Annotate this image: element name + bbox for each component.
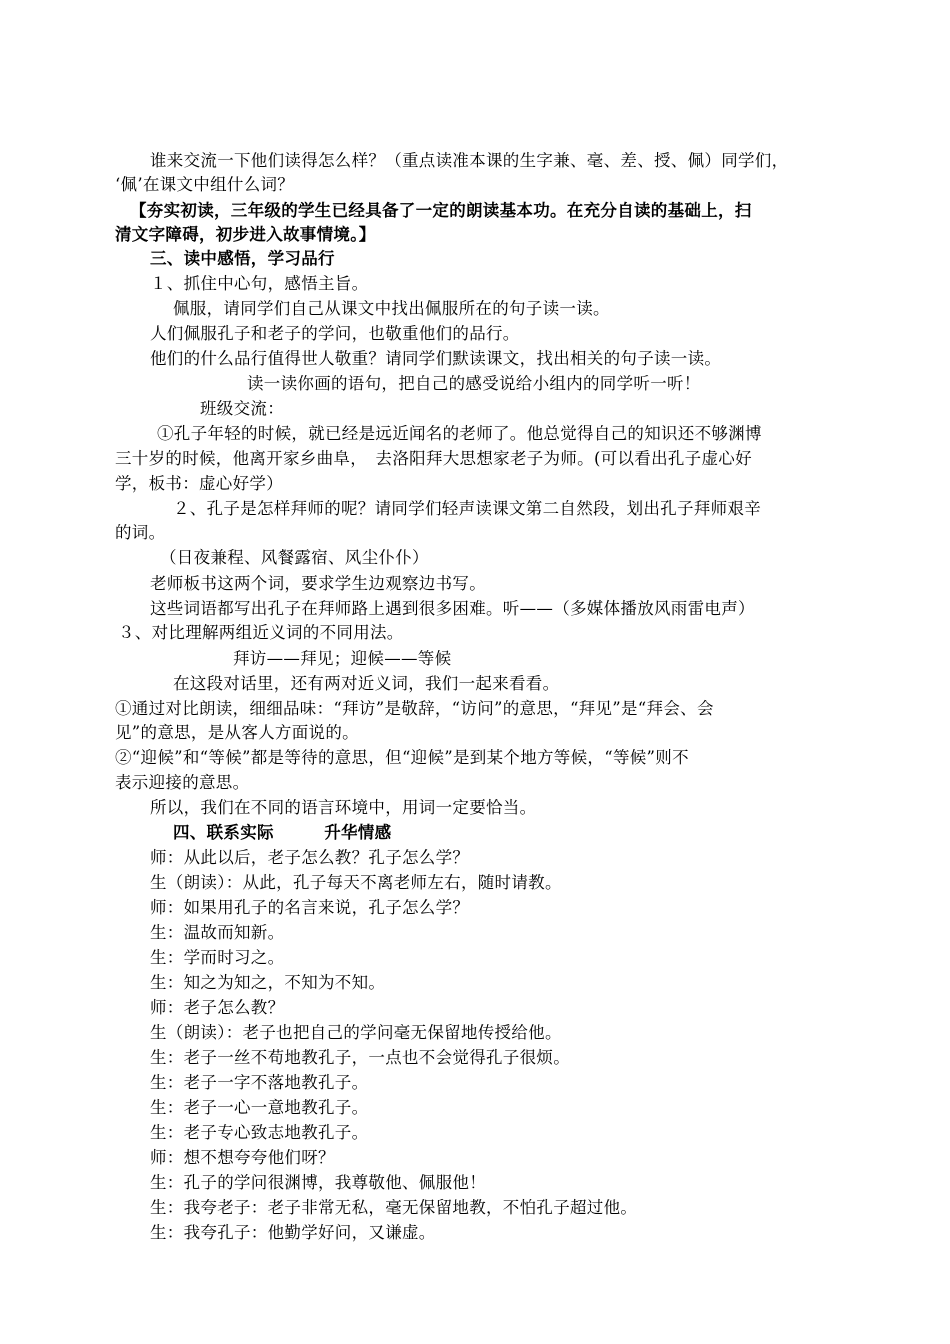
text-line: 班级交流： (200, 399, 284, 418)
text-line: 老师板书这两个词，要求学生边观察边书写。 (150, 574, 486, 593)
text-line: 在这段对话里，还有两对近义词，我们一起来看看。 (173, 674, 560, 693)
dialogue-line: 生：孔子的学问很渊博，我尊敬他、佩服他！ (150, 1173, 486, 1192)
text-line: 谁来交流一下他们读得怎么样？（重点读准本课的生字兼、毫、差、授、佩）同学们， (150, 151, 789, 170)
text-line: ２、孔子是怎样拜师的呢？请同学们轻声读课文第二自然段，划出孔子拜师艰辛 (173, 499, 761, 518)
text-line: 佩服，请同学们自己从课文中找出佩服所在的句子读一读。 (173, 299, 610, 318)
dialogue-line: 生：温故而知新。 (150, 923, 285, 942)
text-line: 表示迎接的意思。 (115, 773, 250, 792)
dialogue-line: 生（朗读）：老子也把自己的学问毫无保留地传授给他。 (150, 1023, 562, 1042)
text-line: ②“迎候”和“等候”都是等待的意思，但“迎候”是到某个地方等候，“等候”则不 (115, 748, 689, 767)
dialogue-line: 师：如果用孔子的名言来说，孔子怎么学？ (150, 898, 470, 917)
text-line: 所以，我们在不同的语言环境中，用词一定要恰当。 (150, 798, 537, 817)
text-line: ‘佩’在课文中组什么词？ (115, 175, 295, 194)
text-line: 人们佩服孔子和老子的学问，也敬重他们的品行。 (150, 324, 520, 343)
text-line: 三十岁的时候，他离开家乡曲阜， 去洛阳拜大思想家老子为师。(可以看出孔子虚心好 (115, 449, 752, 468)
bold-commentary-line: 清文字障碍，初步进入故事情境。】 (115, 225, 376, 244)
dialogue-line: 生：学而时习之。 (150, 948, 285, 967)
text-line: ①孔子年轻的时候，就已经是远近闻名的老师了。他总觉得自己的知识还不够渊博 (157, 424, 762, 443)
text-line: 拜访——拜见；迎候——等候 (233, 649, 452, 668)
dialogue-line: 生：老子一丝不苟地教孔子，一点也不会觉得孔子很烦。 (150, 1048, 570, 1067)
text-line: 他们的什么品行值得世人敬重？请同学们默读课文，找出相关的句子读一读。 (150, 349, 722, 368)
text-line: 的词。 (115, 523, 166, 542)
text-line: ①通过对比朗读，细细品味：“拜访”是敬辞，“访问”的意思，“拜见”是“拜会、会 (115, 699, 714, 718)
text-line: １、抓住中心句，感悟主旨。 (150, 274, 369, 293)
dialogue-line: 师：老子怎么教？ (150, 998, 285, 1017)
text-line: 这些词语都写出孔子在拜师路上遇到很多困难。听——（多媒体播放风雨雷电声） (150, 599, 755, 618)
text-line: （日夜兼程、风餐露宿、风尘仆仆） (160, 548, 429, 567)
text-line: 见”的意思，是从客人方面说的。 (115, 723, 359, 742)
dialogue-line: 生（朗读）：从此，孔子每天不离老师左右，随时请教。 (150, 873, 562, 892)
dialogue-line: 生：老子一字不落地教孔子。 (150, 1073, 369, 1092)
dialogue-line: 生：老子一心一意地教孔子。 (150, 1098, 369, 1117)
dialogue-line: 生：我夸老子：老子非常无私，毫无保留地教，不怕孔子超过他。 (150, 1198, 638, 1217)
dialogue-line: 师：想不想夸夸他们呀？ (150, 1148, 335, 1167)
section-heading: 四、联系实际 升华情感 (173, 823, 392, 842)
text-line: ３、对比理解两组近义词的不同用法。 (118, 623, 404, 642)
dialogue-line: 师：从此以后，老子怎么教？孔子怎么学？ (150, 848, 470, 867)
text-line: 学，板书：虚心好学） (115, 474, 283, 493)
section-heading: 三、读中感悟，学习品行 (150, 249, 335, 268)
dialogue-line: 生：老子专心致志地教孔子。 (150, 1123, 369, 1142)
text-line: 读一读你画的语句，把自己的感受说给小组内的同学听一听！ (247, 374, 701, 393)
dialogue-line: 生：我夸孔子：他勤学好问，又谦虚。 (150, 1223, 436, 1242)
bold-commentary-line: 【夯实初读，三年级的学生已经具备了一定的朗读基本功。在充分自读的基础上，扫 (130, 201, 752, 220)
dialogue-line: 生：知之为知之，不知为不知。 (150, 973, 386, 992)
